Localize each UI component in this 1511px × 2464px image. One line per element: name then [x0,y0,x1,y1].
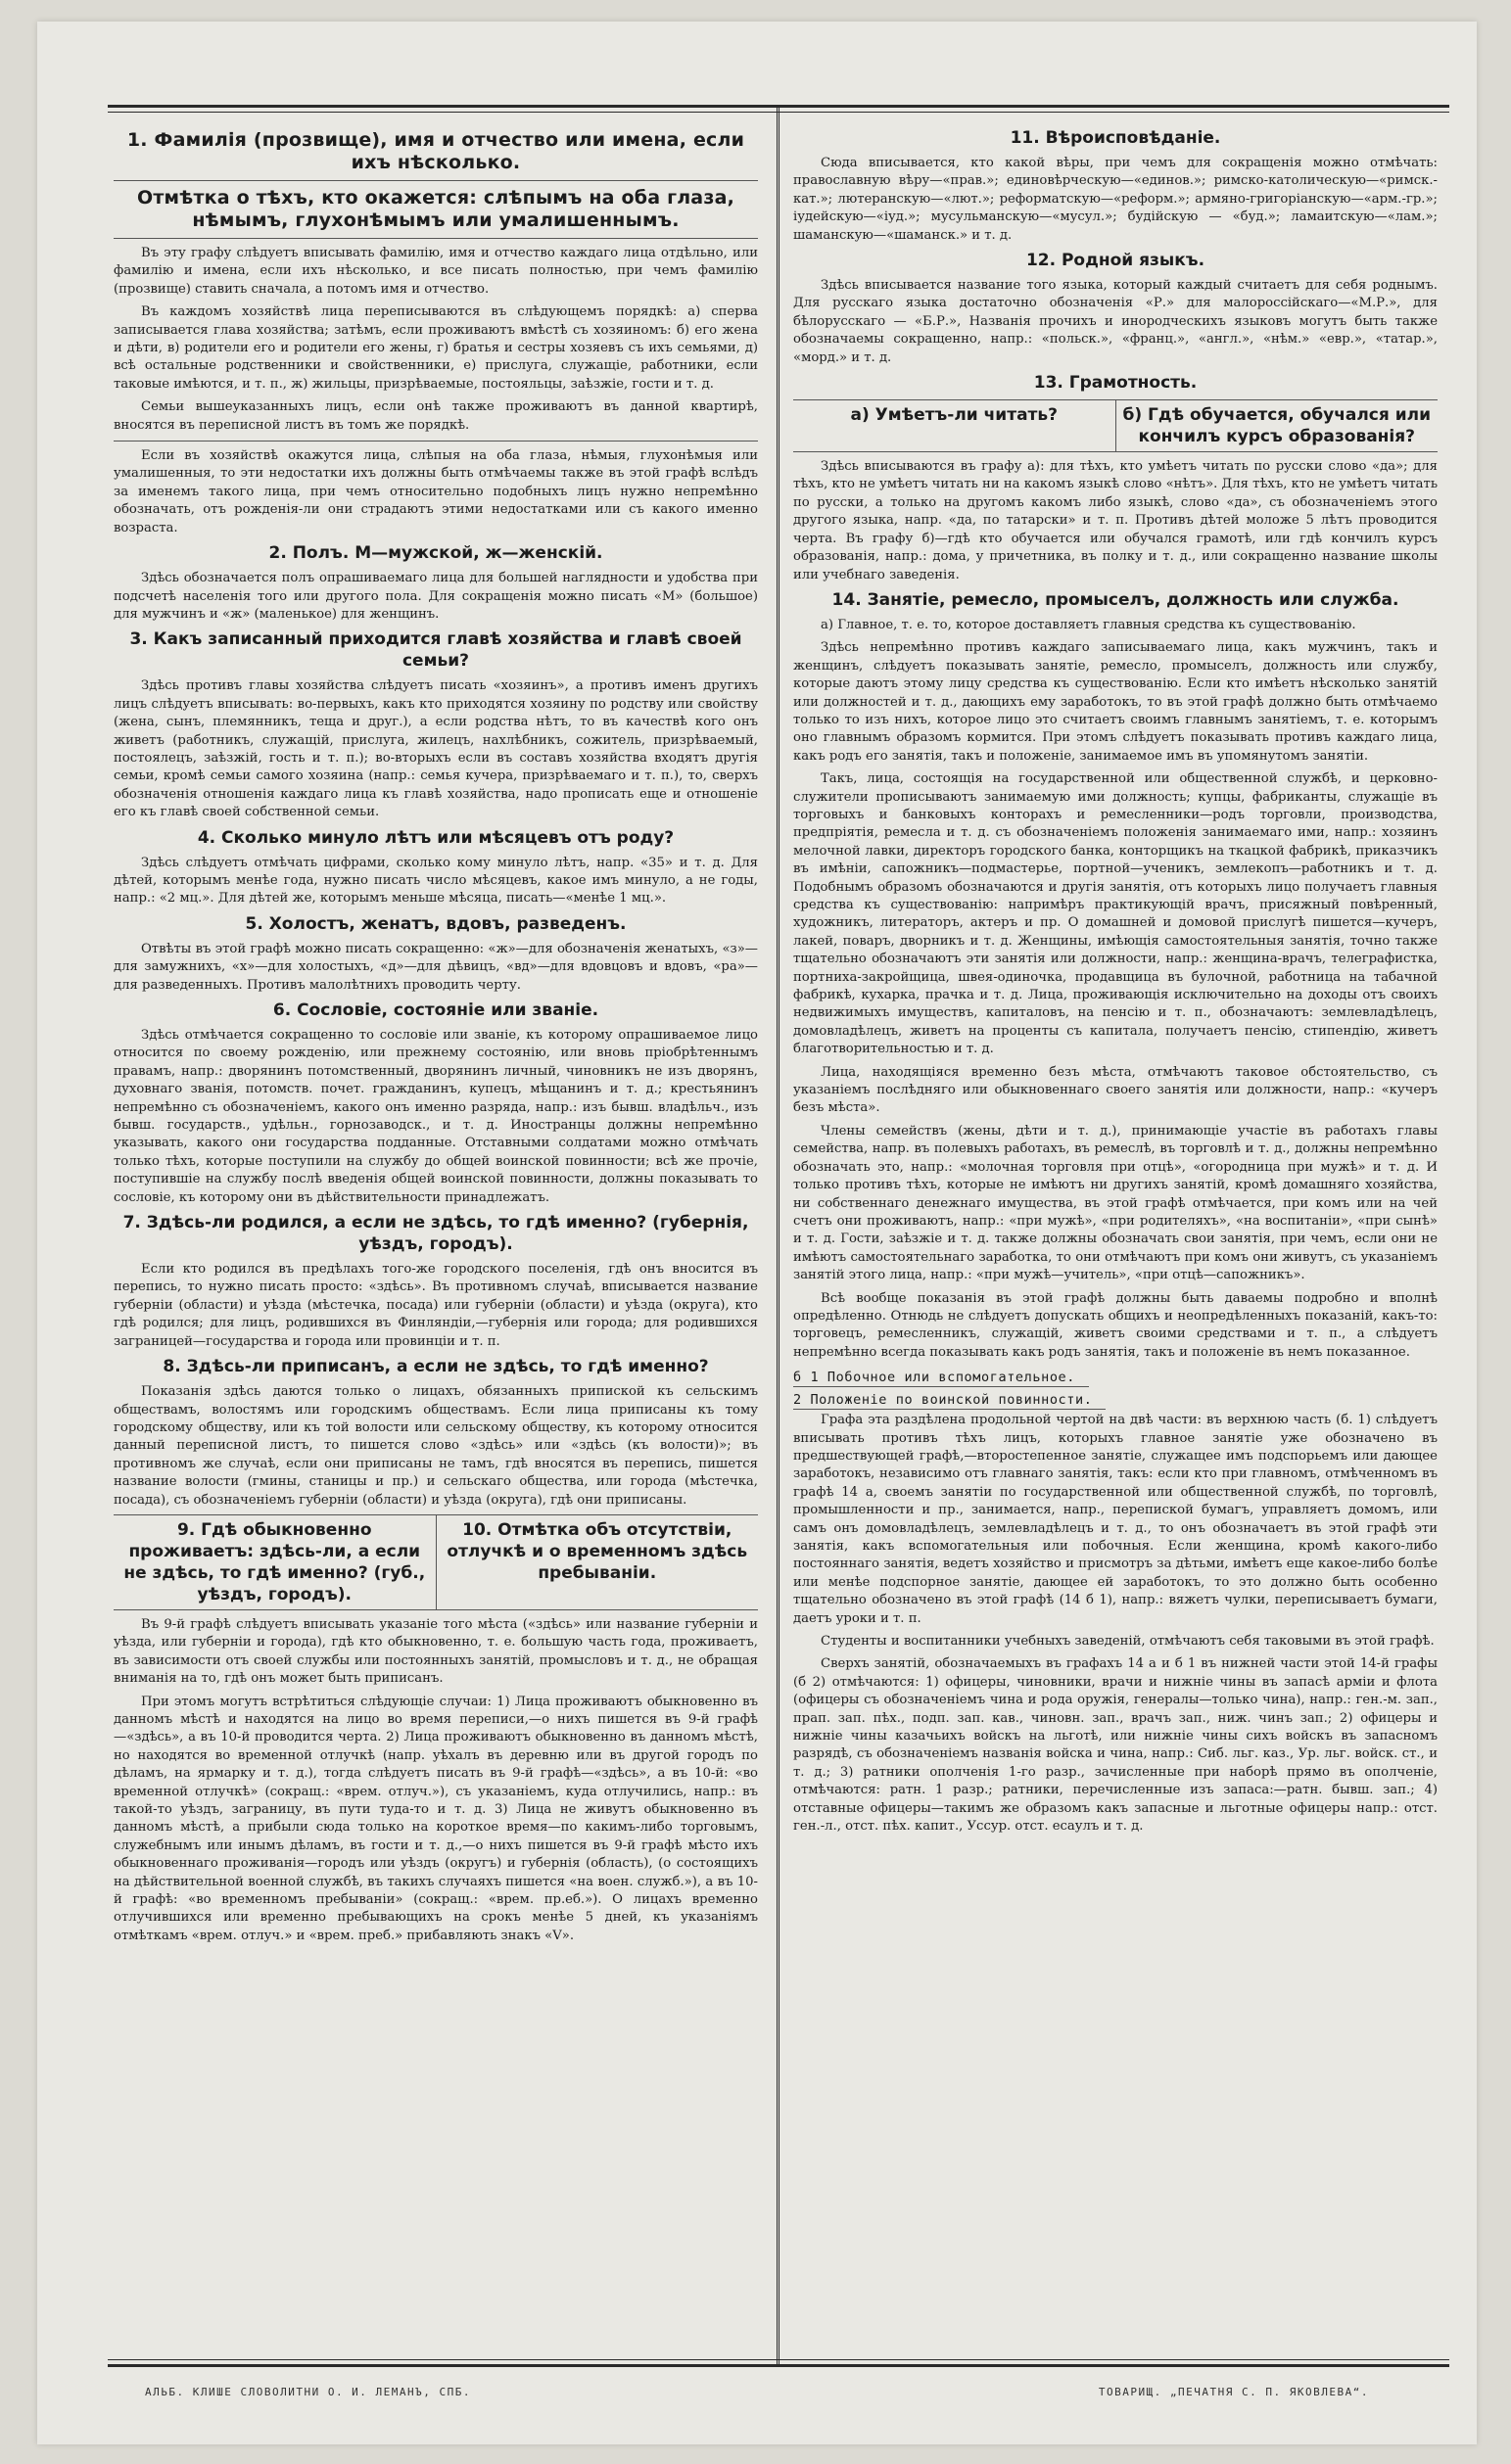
section-13a-title: а) Умѣетъ-ли читать? [850,405,1059,426]
section-4-title: 4. Сколько минуло лѣтъ или мѣсяцевъ отъ роду? [197,827,675,848]
footer-imprint-right: ТОВАРИЩ. „ПЕЧАТНЯ С. П. ЯКОВЛЕВА“. [1098,2386,1369,2398]
section-14-title: 14. Занятіе, ремесло, промыселъ, должность или служба. [831,589,1399,610]
section-13b-title: б) Гдѣ обучается, обучался или кончилъ курсъ образованія? [1115,400,1439,451]
section-14-paragraph: Всѣ вообще показанія въ этой графѣ должны быть даваемы подробно и вполнѣ опредѣленно. Отнюдь не слѣдуетъ допускать общихъ и неопредѣленныхъ показаній, какъ-то: торговецъ, ремесленникъ, служащій, живетъ своими средствами и т. п., а слѣдуетъ непремѣнно всегда показывать какъ родъ занятія, такъ и положеніе въ немъ показанное. [793,1290,1438,1360]
footer-imprint-left: АЛЬБ. КЛИШЕ СЛОВОЛИТНИ О. И. ЛЕМАНЪ, СПБ. [145,2386,472,2398]
section-8-title: 8. Здѣсь-ли приписанъ, а если не здѣсь, то гдѣ именно? [163,1357,709,1377]
separator [114,238,758,239]
section-4-paragraph: Здѣсь слѣдуетъ отмѣчать цифрами, сколько кому минуло лѣтъ, напр. «35» и т. д. Для дѣтей, которымъ менѣе года, нужно писать число мѣсяцевъ, какое имъ минуло, а не годы, напр.: «2 мц.». Для дѣтей же, которымъ меньше мѣсяца, писать—«менѣе 1 мц.». [114,855,758,907]
section-14b1-subtitle: б 1 Побочное или вспомогательное. [793,1369,1089,1387]
section-11-title: 11. Вѣроисповѣданіе. [1010,128,1221,148]
section-14-paragraph: Сверхъ занятій, обозначаемыхъ въ графахъ 14 а и б 1 въ нижней части этой 14-й графы (б 2) отмѣчаются: 1) офицеры, чиновники, врачи и нижніе чины въ запасѣ арміи и флота (офицеры съ обозначеніемъ чина и рода оружія, генералы—только чина), напр.: ген.-м. зап., прап. зап. пѣх., подп. зап. кав., чиновн. зап., врачъ зап., ниж. чинъ зап.; 2) офицеры и нижніе чины казачьихъ войскъ на льготѣ, или нижніе чины сихъ войскъ въ запасномъ разрядѣ, съ обозначеніемъ названія войска и чина, напр.: Сиб. льг. каз., Ур. льг. войск. ст., и т. д.; 3) ратники ополченія 1-го разр., зачисленные при наборѣ прямо въ ополченіе, отмѣчаются: ратн. 1 разр.; ратники, перечисленные изъ запаса:—ратн. бывш. зап.; 4) отставные офицеры—такимъ же образомъ какъ запасные и льготные офицеры напр.: отст. ген.-л., отст. пѣх. капит., Уссур. отст. есаулъ и т. д. [793,1656,1438,1835]
section-14-paragraph: Лица, находящіяся временно безъ мѣста, отмѣчаютъ таковое обстоятельство, съ указаніемъ послѣдняго или обыкновеннаго своего занятія или должности, напр.: «кучеръ безъ мѣста». [793,1064,1438,1116]
column-divider [777,108,779,2364]
section-14b2-subtitle: 2 Положеніе по воинской повинности. [793,1391,1106,1410]
section-14-paragraph: Такъ, лица, состоящія на государственной или общественной службѣ, и церковно-служители прописываютъ занимаемую ими должность; купцы, фабриканты, служащіе въ торговыхъ и банковыхъ конторахъ и ремесленники—родъ торговли, производства, предпріятія, ремесла и т. д. съ обозначеніемъ положенія занимаемаго ими, напр.: хозяинъ мелочной лавки, директоръ городского банка, конторщикъ на ткацкой фабрикѣ, приказчикъ въ имѣніи, сапожникъ—подмастерье, портной—ученикъ, землекопъ—работникъ и т. д. Подобнымъ образомъ обозначаются и другія занятія, отъ которыхъ лицо получаетъ главныя средства къ существованію: напримѣръ практикующій врачъ, присяжный повѣренный, художникъ, литераторъ, актеръ и пр. О домашней и домовой прислугѣ пишется—кучеръ, лакей, поваръ, дворникъ и т. д. Женщины, имѣющія самостоятельныя занятія, точно также тщательно обозначаютъ эти занятія или должности, напр.: женщина-врачъ, телеграфистка, портниха-закройщица, швея-одиночка, продавщица въ булочной, работница на табачной фабрикѣ, кухарка, прачка и т. д. Лица, проживающія исключительно на доходы отъ своихъ недвижимыхъ имуществъ, капиталовъ, на пенсію и т. п., обозначаютъ: землевладѣлецъ, домовладѣлецъ, живетъ на проценты съ капитала, получаетъ пенсію, стипендію, живетъ благотворительностью и т. д. [793,771,1438,1057]
text-frame [108,105,1449,2367]
section-13-title: 13. Грамотность. [1033,373,1198,394]
section-5-paragraph: Отвѣты въ этой графѣ можно писать сокращенно: «ж»—для обозначенія женатыхъ, «з»—для замужнихъ, «х»—для холостыхъ, «д»—для дѣвицъ, «вд»—для вдовцовъ и вдовъ, «ра»—для разведенныхъ. Противъ малолѣтнихъ проводить черту. [114,941,758,993]
section-1-paragraph: Въ эту графу слѣдуетъ вписывать фамилію, имя и отчество каждаго лица отдѣльно, или фамилію и имена, если ихъ нѣсколько, и все писать полностью, при чемъ фамилію (прозвище) ставить сначала, а потомъ имя и отчество. [114,246,758,297]
section-3-paragraph: Здѣсь противъ главы хозяйства слѣдуетъ писать «хозяинъ», а противъ именъ другихъ лицъ слѣдуетъ вписывать: во-первыхъ, какъ кто приходятся хозяину по родству или свойству (жена, сынъ, племянникъ, теща и друг.), а если родства нѣтъ, то въ качествѣ кого онъ живетъ (работникъ, служащій, прислуга, жилецъ, нахлѣбникъ, сожитель, призрѣваемый, постоялецъ, заѣзжій, гость и т. п.); во-вторыхъ если въ составъ хозяйства входятъ другія семьи, кромѣ семьи самого хозяина (напр.: семья кучера, призрѣваемаго и т. п.), то, сверхъ обозначенія отношенія каждаго лица къ главѣ хозяйства, надо прописать еще и отношеніе его къ главѣ своей собственной семьи. [114,678,758,820]
section-12-title: 12. Родной языкъ. [1025,251,1205,271]
section-14-paragraph: Члены семействъ (жены, дѣти и т. д.), принимающіе участіе въ работахъ главы семейства, напр. въ полевыхъ работахъ, въ ремеслѣ, въ торговлѣ и т. д., должны непремѣнно обозначать это, напр.: «молочная торговля при отцѣ», «огородница при мужѣ» и т. д. И только противъ тѣхъ, которые не имѣютъ ни другихъ занятій, кромѣ домашняго хозяйства, ни собственнаго денежнаго имущества, въ этой графѣ отмѣчается, при комъ или на чей счетъ они проживаютъ, напр.: «при мужѣ», «при родителяхъ», «на воспитаніи», «при сынѣ» и т. д. Гости, заѣзжіе и т. д. также должны обозначать свои занятія, при чемъ, если они не имѣютъ самостоятельнаго заработка, то они отмѣчаютъ при комъ они живутъ, съ указаніемъ занятій этого лица, напр.: «при мужѣ—учитель», «при отцѣ—сапожникъ». [793,1123,1438,1283]
section-6-paragraph: Здѣсь отмѣчается сокращенно то сословіе или званіе, къ которому опрашиваемое лицо относится по своему рожденію, или прежнему состоянію, или вновь пріобрѣтеннымъ правамъ, напр.: дворянинъ потомственный, дворянинъ личный, чиновникъ не изъ дворянъ, духовнаго званія, потомств. почет. гражданинъ, купецъ, мѣщанинъ и т. д.; крестьянинъ непремѣнно съ обозначеніемъ, какого онъ именно разряда, напр.: изъ бывш. владѣльч., изъ бывш. государств., удѣльн., горнозаводск., и т. д. Иностранцы должны непремѣнно указывать, какого они государства подданные. Отставными солдатами можно отмѣчать только тѣхъ, которые поступили на службу до общей воинской повинности; всѣ же прочіе, поступившіе на службу послѣ введенія общей воинской повинности, должны показывать то сословіе, къ которому они въ дѣйствительности принадлежатъ. [114,1028,758,1205]
section-9-title: 9. Гдѣ обыкновенно проживаетъ: здѣсь-ли, а если не здѣсь, то гдѣ именно? (губ., уѣздъ, городъ). [123,1519,426,1604]
section-7-title: 7. Здѣсь-ли родился, а если не здѣсь, то гдѣ именно? (губернія, уѣздъ, городъ). [122,1213,749,1255]
section-5-title: 5. Холостъ, женатъ, вдовъ, разведенъ. [245,913,627,934]
section-14a-subtitle: а) Главное, т. е. то, которое доставляетъ главныя средства къ существованію. [821,617,1356,632]
separator [114,441,758,442]
section-1-note: Отмѣтка о тѣхъ, кто окажется: слѣпымъ на оба глаза, нѣмымъ, глухонѣмымъ или умалишеннымъ. [136,187,735,231]
right-column [793,125,1438,2356]
section-10-title: 10. Отмѣтка объ отсутствіи, отлучкѣ и о временномъ здѣсь пребываніи. [436,1515,759,1609]
section-9-10-header [114,1514,758,1610]
section-3-title: 3. Какъ записанный приходится главѣ хозяйства и главѣ своей семьи? [129,629,742,672]
section-1-paragraph: Семьи вышеуказанныхъ лицъ, если онѣ также проживаютъ въ данной квартирѣ, вносятся въ переписной листъ въ томъ же порядкѣ. [114,399,758,433]
section-1-paragraph: Если въ хозяйствѣ окажутся лица, слѣпыя на оба глаза, нѣмыя, глухонѣмыя или умалишенныя, то эти недостатки ихъ должны быть отмѣчаемы также въ этой графѣ вслѣдъ за именемъ такого лица, при чемъ относительно подобныхъ лицъ нужно непремѣнно обозначать, отъ рожденія-ли они страдаютъ этими недостатками или съ какого именно возраста. [114,448,758,535]
section-14-paragraph: Графа эта раздѣлена продольной чертой на двѣ части: въ верхнюю часть (б. 1) слѣдуетъ вписывать противъ тѣхъ лицъ, которыхъ главное занятіе уже обозначено въ предшествующей графѣ,—второстепенное занятіе, служащее имъ подспорьемъ или дающее заработокъ, независимо отъ главнаго занятія, такъ: если кто при главномъ, отмѣченномъ въ графѣ 14 а, своемъ занятіи по государственной или общественной службѣ, по торговлѣ, промышленности и пр., занимается, напр., перепиской бумагъ, управляетъ домомъ, или самъ онъ домовладѣлецъ, землевладѣлецъ и т. д., то онъ обозначаетъ въ этой графѣ эти занятія, какъ вспомогательныя или побочныя. Если женщина, кромѣ какого-либо постояннаго занятія, ведетъ хозяйство и присмотръ за дѣтьми, имѣетъ еще какое-либо болѣе или менѣе подспорное занятіе, дающее ей заработокъ, то это должно быть особенно тщательно обозначено въ этой графѣ (14 б 1), напр.: вяжетъ чулки, переписываетъ бумаги, даетъ уроки и т. п. [793,1413,1438,1626]
section-9-paragraph: Въ 9-й графѣ слѣдуетъ вписывать указаніе того мѣста («здѣсь» или название губерніи и уѣзда, или губерніи и города), гдѣ кто обыкновенно, т. е. большую часть года, проживаетъ, въ зависимости отъ своей службы или постоянныхъ занятій, промысловъ и т. д., не обращая вниманія на то, гдѣ онъ может быть приписанъ. [114,1616,758,1687]
section-2-title: 2. Полъ. М—мужской, ж—женскій. [268,543,603,564]
section-12-paragraph: Здѣсь вписывается название того языка, который каждый считаетъ для себя роднымъ. Для русскаго языка достаточно обозначенія «Р.» для малороссійскаго—«М.Р.», для бѣлорусскаго — «Б.Р.», Названія прочихъ и инородческихъ языковъ могутъ быть также обозначаемы сокращенно, напр.: «польск.», «франц.», «англ.», «нѣм.» «евр.», «татар.», «морд.» и т. д. [793,278,1438,365]
section-1-paragraph: Въ каждомъ хозяйствѣ лица переписываются въ слѣдующемъ порядкѣ: а) сперва записывается глава хозяйства; затѣмъ, если проживаютъ вмѣстѣ съ хозяиномъ: б) его жена и дѣти, в) родители его и родители его жены, г) братья и сестры хозяевъ съ ихъ семьями, д) всѣ остальные родственники и свойственники, е) прислуга, служащіе, работники, если таковые имѣются, и т. п., ж) жильцы, призрѣваемые, постояльцы, заѣзжіе, гости и т. д. [114,304,758,392]
left-column [114,125,758,2356]
section-7-paragraph: Если кто родился въ предѣлахъ того-же городского поселенія, гдѣ онъ вносится въ перепись, то нужно писать просто: «здѣсь». Въ противномъ случаѣ, вписывается название губерніи (области) и уѣзда (мѣстечка, посада) или губерніи (области) и уѣзда (округа), кто гдѣ родился; для лицъ, родившихся въ Финляндіи,—губернія или города; для родившихся заграницей—государства и города или провинціи и т. п. [114,1262,758,1349]
section-6-title: 6. Сословіе, состояніе или званіе. [272,1000,599,1020]
section-1-title: 1. Фамилія (прозвище), имя и отчество или имена, если ихъ нѣсколько. [126,129,745,173]
section-8-paragraph: Показанія здѣсь даются только о лицахъ, обязанныхъ припиской къ сельскимъ обществамъ, волостямъ или городскимъ обществамъ. Если лица приписаны къ тому городскому обществу, или къ той волости или сельскому обществу, къ которому относится данный переписной листъ, то пишется слово «здѣсь» или «здѣсь (къ волости)»; въ противномъ же случаѣ, если они приписаны не тамъ, гдѣ вносятся въ перепись, пишется название волости (гмины, станицы и пр.) и сельскаго общества, или города (мѣстечка, посада), съ обозначеніемъ губерніи (области) и уѣзда (округа), гдѣ они приписаны. [114,1384,758,1508]
section-14-paragraph: Студенты и воспитанники учебныхъ заведеній, отмѣчаютъ себя таковыми въ этой графѣ. [821,1634,1435,1650]
section-2-paragraph: Здѣсь обозначается полъ опрашиваемаго лица для большей наглядности и удобства при подсчетѣ населенія того или другого пола. Для сокращенія можно писать «М» (большое) для мужчинъ и «ж» (маленькое) для женщинъ. [114,571,758,622]
section-13-header [793,399,1438,452]
separator [114,180,758,181]
section-14-paragraph: Здѣсь непремѣнно противъ каждаго записываемаго лица, какъ мужчинъ, такъ и женщинъ, слѣдуетъ показывать занятіе, ремесло, промыселъ, должность или службу, которые даютъ этому лицу средства къ существованію. Если кто имѣетъ нѣсколько занятій или должностей и т. д., дающихъ ему заработокъ, то въ этой графѣ должно быть отмѣчаемо только то изъ нихъ, которое лицо это считаетъ своимъ главнымъ занятіемъ, т. е. которымъ оно главнымъ образомъ кормится. При этомъ слѣдуетъ показывать противъ каждаго лица, какъ родъ его занятія, такъ и положеніе, занимаемое имъ въ упомянутомъ занятіи. [793,640,1438,764]
document-sheet [37,22,1477,2444]
section-9-paragraph: При этомъ могутъ встрѣтиться слѣдующіе случаи: 1) Лица проживаютъ обыкновенно въ данномъ мѣстѣ и находятся на лицо во время переписи,—о нихъ пишется въ 9-й графѣ—«здѣсь», а въ 10-й проводится черта. 2) Лица проживаютъ обыкновенно въ данномъ мѣстѣ, но находятся во временной отлучкѣ (напр. уѣхалъ въ деревню или въ другой городъ по дѣламъ, на ярмарку и т. д.), тогда слѣдуетъ писать въ 9-й графѣ—«здѣсь», а въ 10-й: «во временной отлучкѣ» (сокращ.: «врем. отлуч.»), съ указаніемъ, куда отлучились, напр.: въ такой-то уѣздъ, заграницу, въ пути туда-то и т. д. 3) Лица не живутъ обыкновенно въ данномъ мѣстѣ, а прибыли сюда только на короткое время—по какимъ-либо торговымъ, служебнымъ или инымъ дѣламъ, въ гости и т. д.,—о нихъ пишется въ 9-й графѣ мѣсто ихъ обыкновеннаго проживанія—городъ или уѣздъ (округъ) и губернія (область), (о состоящихъ на дѣйствительной военной службѣ, въ такихъ случаяхъ пишется «на воен. служб.»), а въ 10-й графѣ: «во временномъ пребываніи» (сокращ.: «врем. пр.еб.»). О лицахъ временно отлучившихся или временно пребывающихъ на срокъ менѣе 5 дней, къ указаніямъ отмѣткамъ «врем. отлуч.» и «врем. преб.» прибавляють знакъ «V». [114,1694,758,1943]
section-11-paragraph: Сюда вписывается, кто какой вѣры, при чемъ для сокращенія можно отмѣчать: православную вѣру—«прав.»; единовѣрческую—«единов.»; римско-католическую—«римск.-кат.»; лютеранскую—«лют.»; реформатскую—«реформ.»; армяно-григоріанскую—«арм.-гр.»; іудейскую—«іуд.»; мусульманскую—«мусул.»; будійскую — «буд.»; ламаитскую—«лам.»; шаманскую—«шаманск.» и т. д. [793,156,1438,243]
section-13-paragraph: Здѣсь вписываются въ графу а): для тѣхъ, кто умѣетъ читать по русски слово «да»; для тѣхъ, кто не умѣетъ читать ни на какомъ языкѣ слово «нѣтъ». Для тѣхъ, кто не умѣетъ читать по русски, а только на другомъ какомъ либо языкѣ, слово «да», съ обозначеніемъ этого другого языка, напр. «да, по татарски» и т. п. Противъ дѣтей моложе 5 лѣтъ проводится черта. Въ графу б)—гдѣ кто обучается или обучался грамотѣ, или гдѣ кончилъ курсъ образованія, напр.: дома, у причетника, въ полку и т. д., или сокращенно название школы или учебнаго заведенія. [793,459,1438,582]
